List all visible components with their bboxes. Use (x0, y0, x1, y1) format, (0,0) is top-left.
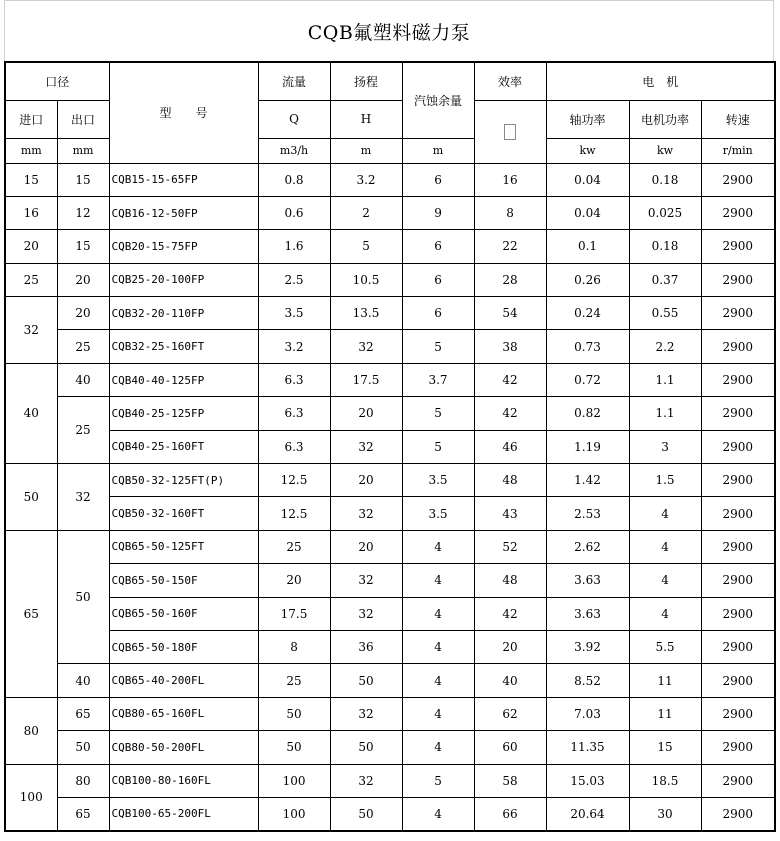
cell-shaft: 0.24 (546, 297, 629, 330)
cell-model: CQB16-12-50FP (109, 196, 258, 229)
cell-speed: 2900 (701, 530, 775, 563)
cell-model: CQB65-50-125FT (109, 530, 258, 563)
cell-speed: 2900 (701, 697, 775, 730)
header-npsh: 汽蚀余量 (402, 62, 474, 138)
cell-shaft: 8.52 (546, 664, 629, 697)
cell-motor: 1.1 (629, 397, 701, 430)
unit-motor-power: kw (629, 138, 701, 163)
cell-eff: 48 (474, 564, 546, 597)
cell-inlet: 50 (5, 464, 57, 531)
cell-shaft: 3.92 (546, 630, 629, 663)
cell-model: CQB40-40-125FP (109, 363, 258, 396)
cell-model: CQB80-50-200FL (109, 731, 258, 764)
cell-shaft: 15.03 (546, 764, 629, 797)
unit-speed: r/min (701, 138, 775, 163)
cell-eff: 28 (474, 263, 546, 296)
cell-shaft: 0.26 (546, 263, 629, 296)
cell-motor: 18.5 (629, 764, 701, 797)
cell-motor: 4 (629, 597, 701, 630)
unit-shaft-power: kw (546, 138, 629, 163)
cell-speed: 2900 (701, 363, 775, 396)
cell-outlet: 65 (57, 697, 109, 730)
cell-model: CQB100-65-200FL (109, 797, 258, 830)
header-flow: 流量 (258, 62, 330, 100)
cell-model: CQB32-25-160FT (109, 330, 258, 363)
cell-speed: 2900 (701, 630, 775, 663)
table-row (5, 430, 775, 463)
cell-flow: 0.8 (258, 163, 330, 196)
cell-speed: 2900 (701, 430, 775, 463)
cell-npsh: 5 (402, 430, 474, 463)
cell-inlet: 25 (5, 263, 57, 296)
header-motor: 电 机 (546, 62, 775, 100)
cell-speed: 2900 (701, 263, 775, 296)
cell-speed: 2900 (701, 163, 775, 196)
cell-npsh: 5 (402, 397, 474, 430)
cell-inlet: 16 (5, 196, 57, 229)
cell-npsh: 4 (402, 697, 474, 730)
cell-flow: 3.5 (258, 297, 330, 330)
cell-npsh: 5 (402, 764, 474, 797)
efficiency-symbol-box (504, 124, 516, 140)
cell-eff: 22 (474, 230, 546, 263)
cell-shaft: 1.19 (546, 430, 629, 463)
cell-model: CQB50-32-160FT (109, 497, 258, 530)
cell-flow: 0.6 (258, 196, 330, 229)
header-outlet: 出口 (57, 100, 109, 138)
cell-flow: 17.5 (258, 597, 330, 630)
cell-head: 36 (330, 630, 402, 663)
cell-eff: 42 (474, 363, 546, 396)
cell-motor: 4 (629, 530, 701, 563)
cell-head: 17.5 (330, 363, 402, 396)
cell-motor: 3 (629, 430, 701, 463)
cell-shaft: 11.35 (546, 731, 629, 764)
cell-model: CQB65-50-160F (109, 597, 258, 630)
cell-npsh: 4 (402, 630, 474, 663)
cell-npsh: 3.5 (402, 464, 474, 497)
header-flow-symbol: Q (258, 100, 330, 138)
header-inlet: 进口 (5, 100, 57, 138)
table-row (5, 564, 775, 597)
cell-motor: 11 (629, 697, 701, 730)
pump-spec-table (4, 61, 776, 832)
cell-model: CQB65-50-150F (109, 564, 258, 597)
cell-model: CQB25-20-100FP (109, 263, 258, 296)
cell-head: 2 (330, 196, 402, 229)
title-bar (4, 0, 774, 61)
cell-model: CQB15-15-65FP (109, 163, 258, 196)
cell-npsh: 6 (402, 230, 474, 263)
header-efficiency-symbol (474, 100, 546, 163)
cell-outlet: 50 (57, 731, 109, 764)
cell-shaft: 0.04 (546, 163, 629, 196)
cell-head: 50 (330, 731, 402, 764)
cell-speed: 2900 (701, 397, 775, 430)
table-row (5, 363, 775, 396)
unit-npsh: m (402, 138, 474, 163)
cell-npsh: 3.5 (402, 497, 474, 530)
cell-outlet: 50 (57, 530, 109, 664)
cell-head: 32 (330, 497, 402, 530)
cell-shaft: 0.73 (546, 330, 629, 363)
cell-head: 20 (330, 530, 402, 563)
cell-shaft: 0.1 (546, 230, 629, 263)
cell-outlet: 32 (57, 464, 109, 531)
cell-shaft: 7.03 (546, 697, 629, 730)
cell-speed: 2900 (701, 230, 775, 263)
cell-motor: 11 (629, 664, 701, 697)
cell-model: CQB20-15-75FP (109, 230, 258, 263)
cell-eff: 46 (474, 430, 546, 463)
cell-speed: 2900 (701, 497, 775, 530)
header-model: 型 号 (109, 62, 258, 163)
table-row (5, 664, 775, 697)
cell-model: CQB65-50-180F (109, 630, 258, 663)
cell-inlet: 15 (5, 163, 57, 196)
cell-flow: 50 (258, 697, 330, 730)
cell-outlet: 25 (57, 397, 109, 464)
cell-flow: 100 (258, 797, 330, 830)
cell-eff: 54 (474, 297, 546, 330)
cell-flow: 25 (258, 530, 330, 563)
cell-inlet: 32 (5, 297, 57, 364)
cell-outlet: 40 (57, 363, 109, 396)
cell-motor: 5.5 (629, 630, 701, 663)
table-row (5, 597, 775, 630)
cell-eff: 62 (474, 697, 546, 730)
cell-head: 32 (330, 764, 402, 797)
cell-npsh: 4 (402, 597, 474, 630)
cell-shaft: 0.82 (546, 397, 629, 430)
table-row (5, 731, 775, 764)
cell-head: 32 (330, 430, 402, 463)
cell-eff: 48 (474, 464, 546, 497)
cell-shaft: 2.62 (546, 530, 629, 563)
cell-eff: 60 (474, 731, 546, 764)
cell-inlet: 65 (5, 530, 57, 697)
table-row (5, 397, 775, 430)
cell-motor: 0.18 (629, 230, 701, 263)
cell-motor: 1.1 (629, 363, 701, 396)
cell-head: 20 (330, 464, 402, 497)
table-row (5, 464, 775, 497)
header-efficiency: 效率 (474, 62, 546, 100)
cell-head: 3.2 (330, 163, 402, 196)
unit-head: m (330, 138, 402, 163)
cell-shaft: 20.64 (546, 797, 629, 830)
cell-flow: 25 (258, 664, 330, 697)
cell-speed: 2900 (701, 731, 775, 764)
cell-model: CQB40-25-160FT (109, 430, 258, 463)
cell-npsh: 5 (402, 330, 474, 363)
cell-motor: 4 (629, 564, 701, 597)
table-row (5, 163, 775, 196)
cell-outlet: 20 (57, 263, 109, 296)
table-row (5, 196, 775, 229)
cell-flow: 6.3 (258, 397, 330, 430)
unit-inlet: mm (5, 138, 57, 163)
table-row (5, 630, 775, 663)
table-row (5, 764, 775, 797)
cell-motor: 0.37 (629, 263, 701, 296)
cell-model: CQB40-25-125FP (109, 397, 258, 430)
cell-head: 32 (330, 597, 402, 630)
cell-npsh: 6 (402, 163, 474, 196)
cell-flow: 6.3 (258, 363, 330, 396)
cell-inlet: 40 (5, 363, 57, 463)
cell-motor: 0.025 (629, 196, 701, 229)
cell-outlet: 12 (57, 196, 109, 229)
page-title: CQB氟塑料磁力泵 (307, 21, 471, 44)
table-row (5, 230, 775, 263)
cell-speed: 2900 (701, 330, 775, 363)
cell-shaft: 3.63 (546, 597, 629, 630)
cell-flow: 12.5 (258, 497, 330, 530)
cell-flow: 20 (258, 564, 330, 597)
cell-head: 50 (330, 664, 402, 697)
cell-flow: 1.6 (258, 230, 330, 263)
unit-flow: m3/h (258, 138, 330, 163)
unit-outlet: mm (57, 138, 109, 163)
table-row (5, 297, 775, 330)
cell-outlet: 40 (57, 664, 109, 697)
cell-eff: 42 (474, 397, 546, 430)
cell-model: CQB65-40-200FL (109, 664, 258, 697)
cell-head: 10.5 (330, 263, 402, 296)
header-head: 扬程 (330, 62, 402, 100)
cell-model: CQB100-80-160FL (109, 764, 258, 797)
cell-flow: 3.2 (258, 330, 330, 363)
header-speed: 转速 (701, 100, 775, 138)
cell-eff: 43 (474, 497, 546, 530)
cell-speed: 2900 (701, 797, 775, 830)
cell-npsh: 6 (402, 297, 474, 330)
spec-sheet (4, 0, 774, 832)
cell-head: 32 (330, 697, 402, 730)
cell-head: 32 (330, 330, 402, 363)
cell-shaft: 2.53 (546, 497, 629, 530)
cell-eff: 58 (474, 764, 546, 797)
cell-outlet: 15 (57, 163, 109, 196)
cell-eff: 66 (474, 797, 546, 830)
cell-speed: 2900 (701, 664, 775, 697)
cell-flow: 2.5 (258, 263, 330, 296)
cell-outlet: 25 (57, 330, 109, 363)
cell-head: 13.5 (330, 297, 402, 330)
cell-speed: 2900 (701, 196, 775, 229)
cell-eff: 8 (474, 196, 546, 229)
cell-outlet: 65 (57, 797, 109, 830)
cell-eff: 42 (474, 597, 546, 630)
cell-head: 50 (330, 797, 402, 830)
cell-eff: 20 (474, 630, 546, 663)
cell-speed: 2900 (701, 764, 775, 797)
cell-flow: 50 (258, 731, 330, 764)
header-caliber: 口径 (5, 62, 109, 100)
cell-model: CQB50-32-125FT(P) (109, 464, 258, 497)
cell-motor: 0.18 (629, 163, 701, 196)
cell-speed: 2900 (701, 297, 775, 330)
cell-motor: 2.2 (629, 330, 701, 363)
header-shaft-power: 轴功率 (546, 100, 629, 138)
cell-model: CQB80-65-160FL (109, 697, 258, 730)
cell-flow: 6.3 (258, 430, 330, 463)
cell-motor: 1.5 (629, 464, 701, 497)
table-row (5, 697, 775, 730)
cell-flow: 100 (258, 764, 330, 797)
header-motor-power: 电机功率 (629, 100, 701, 138)
cell-eff: 52 (474, 530, 546, 563)
cell-flow: 8 (258, 630, 330, 663)
table-row (5, 263, 775, 296)
cell-head: 5 (330, 230, 402, 263)
cell-speed: 2900 (701, 464, 775, 497)
cell-npsh: 3.7 (402, 363, 474, 396)
cell-npsh: 9 (402, 196, 474, 229)
cell-speed: 2900 (701, 597, 775, 630)
cell-shaft: 0.72 (546, 363, 629, 396)
cell-speed: 2900 (701, 564, 775, 597)
cell-eff: 16 (474, 163, 546, 196)
cell-eff: 38 (474, 330, 546, 363)
cell-eff: 40 (474, 664, 546, 697)
cell-motor: 0.55 (629, 297, 701, 330)
cell-shaft: 0.04 (546, 196, 629, 229)
cell-motor: 4 (629, 497, 701, 530)
table-body (5, 163, 775, 831)
cell-inlet: 20 (5, 230, 57, 263)
cell-inlet: 100 (5, 764, 57, 831)
table-row (5, 797, 775, 830)
cell-npsh: 4 (402, 564, 474, 597)
cell-npsh: 4 (402, 530, 474, 563)
cell-outlet: 15 (57, 230, 109, 263)
table-row (5, 530, 775, 563)
cell-flow: 12.5 (258, 464, 330, 497)
cell-npsh: 4 (402, 797, 474, 830)
cell-motor: 15 (629, 731, 701, 764)
cell-outlet: 80 (57, 764, 109, 797)
table-row (5, 330, 775, 363)
table-row (5, 497, 775, 530)
cell-npsh: 4 (402, 731, 474, 764)
cell-model: CQB32-20-110FP (109, 297, 258, 330)
cell-npsh: 6 (402, 263, 474, 296)
cell-motor: 30 (629, 797, 701, 830)
cell-head: 20 (330, 397, 402, 430)
cell-head: 32 (330, 564, 402, 597)
cell-outlet: 20 (57, 297, 109, 330)
header-head-symbol: H (330, 100, 402, 138)
cell-shaft: 3.63 (546, 564, 629, 597)
cell-inlet: 80 (5, 697, 57, 764)
cell-shaft: 1.42 (546, 464, 629, 497)
cell-npsh: 4 (402, 664, 474, 697)
